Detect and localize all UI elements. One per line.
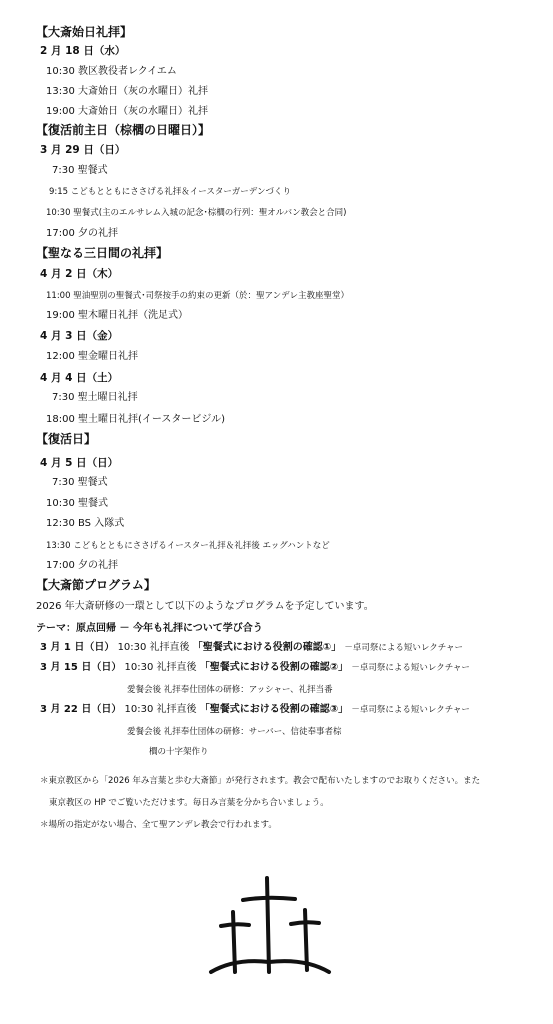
program-time: 10:30 礼拝直後 bbox=[124, 662, 197, 673]
program-intro: 2026 年大斎研修の一環として以下のようなプログラムを予定しています。 bbox=[36, 601, 374, 612]
note-line: ＊東京教区から「2026 年み言葉と歩む大斎節」が発行されます。教会で配布いたしますのでお取りください。また bbox=[40, 776, 481, 786]
ash-date: 2 月 18 日（水） bbox=[40, 45, 126, 57]
note-line: 東京教区の HP でご覧いただけます。毎日み言葉を分かち合いましょう。 bbox=[49, 798, 329, 808]
program-topic: 「聖餐式における役割の確認②」 bbox=[199, 662, 349, 673]
program-note: －卓司祭による短いレクチャー bbox=[351, 705, 470, 715]
event-line: 7:30 聖餐式 bbox=[52, 165, 108, 176]
program-time: 10:30 礼拝直後 bbox=[124, 704, 197, 715]
event-line: 12:30 BS 入隊式 bbox=[46, 518, 125, 529]
event-line: 7:30 聖土曜日礼拝 bbox=[52, 392, 138, 403]
program-note: －卓司祭による短いレクチャー bbox=[351, 663, 470, 673]
triduum-heading: 【聖なる三日間の礼拝】 bbox=[36, 246, 169, 260]
triduum-date-3: 4 月 4 日（土） bbox=[40, 372, 119, 384]
event-line: 10:30 教区教役者レクイエム bbox=[46, 66, 177, 77]
event-line: 10:30 聖餐式(主のエルサレム入城の記念･棕櫚の行列：聖オルバン教会と合同) bbox=[46, 208, 347, 218]
program-date: 3 月 22 日（日） bbox=[40, 704, 122, 715]
program-date: 3 月 15 日（日） bbox=[40, 662, 122, 673]
event-line: 13:30 こどもとともにささげるイースター礼拝＆礼拝後 エッグハントなど bbox=[46, 541, 330, 551]
event-line: 17:00 夕の礼拝 bbox=[46, 228, 118, 239]
event-line: 19:00 聖木曜日礼拝（洗足式） bbox=[46, 310, 188, 321]
event-line: 12:00 聖金曜日礼拝 bbox=[46, 351, 138, 362]
event-line: 18:00 聖土曜日礼拝(イースタービジル) bbox=[46, 414, 226, 425]
program-row-1 bbox=[40, 641, 463, 655]
event-line: 9:15 こどもとともにささげる礼拝＆イースターガーデンづくり bbox=[49, 187, 292, 197]
triduum-date-2: 4 月 3 日（金） bbox=[40, 330, 119, 342]
program-row-3 bbox=[40, 703, 470, 717]
program-topic: 「聖餐式における役割の確認①」 bbox=[192, 642, 342, 653]
note-line: ＊場所の指定がない場合、全て聖アンデレ教会で行われます。 bbox=[40, 820, 277, 830]
program-sub: 愛餐会後 礼拝奉仕団体の研修：アッシャー、礼拝当番 bbox=[127, 685, 333, 695]
easter-date: 4 月 5 日（日） bbox=[40, 457, 119, 469]
program-heading: 【大斎節プログラム】 bbox=[36, 578, 156, 592]
program-note: －卓司祭による短いレクチャー bbox=[344, 643, 463, 653]
palm-heading: 【復活前主日（棕櫚の日曜日）】 bbox=[36, 123, 211, 137]
three-crosses-icon bbox=[205, 872, 335, 982]
program-sub: 櫚の十字架作り bbox=[149, 747, 209, 757]
program-row-2 bbox=[40, 661, 470, 675]
easter-heading: 【復活日】 bbox=[36, 432, 97, 446]
program-sub: 愛餐会後 礼拝奉仕団体の研修：サーバー、信徒奉事者棕 bbox=[127, 727, 342, 737]
program-date: 3 月 1 日（日） bbox=[40, 642, 115, 653]
event-line: 10:30 聖餐式 bbox=[46, 498, 108, 509]
program-theme: テーマ：原点回帰 － 今年も礼拝について学び合う bbox=[36, 623, 263, 634]
event-line: 13:30 大斎始日（灰の水曜日）礼拝 bbox=[46, 86, 208, 97]
ash-heading: 【大斎始日礼拝】 bbox=[36, 25, 133, 39]
event-line: 7:30 聖餐式 bbox=[52, 477, 108, 488]
event-line: 19:00 大斎始日（灰の水曜日）礼拝 bbox=[46, 106, 208, 117]
event-line: 17:00 夕の礼拝 bbox=[46, 560, 118, 571]
palm-date: 3 月 29 日（日） bbox=[40, 144, 126, 156]
triduum-date-1: 4 月 2 日（木） bbox=[40, 268, 119, 280]
program-topic: 「聖餐式における役割の確認③」 bbox=[199, 704, 349, 715]
program-time: 10:30 礼拝直後 bbox=[117, 642, 190, 653]
event-line: 11:00 聖油聖別の聖餐式･司祭按手の約束の更新（於：聖アンデレ主教座聖堂） bbox=[46, 291, 349, 301]
